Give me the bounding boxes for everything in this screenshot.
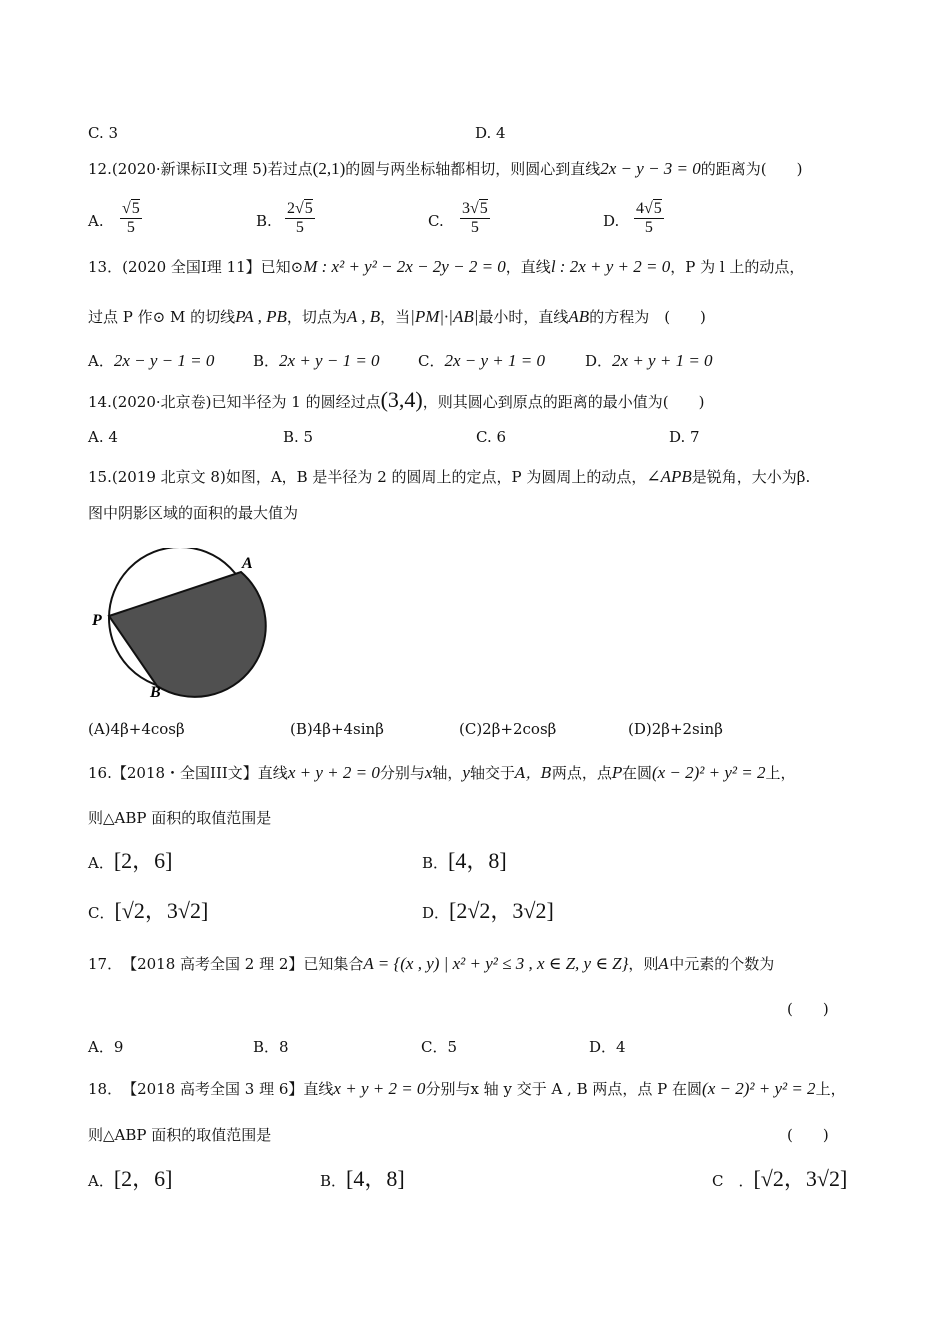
q18-option-b: B．[4，8]: [320, 1166, 405, 1191]
q14-option-c: C. 6: [476, 428, 507, 446]
question-13-option-b: B．2x + y − 1 = 0: [253, 351, 380, 370]
question-18-stem: 18． 【2018 高考全国 3 理 6】直线x + y + 2 = 0分别与x 轴 y 交于 A , B 两点，点 P 在圆(x − 2)² + y² = 2上，: [88, 1079, 846, 1098]
q14-option-a: A. 4: [88, 428, 118, 446]
q16-option-b: B．[4，8]: [422, 848, 507, 873]
option-c-fraction: $\frac{3√5}{5}$: [462, 200, 488, 236]
question-12-stem: 12.(2020·新课标II文理 5)若过点(2,1)的圆与两坐标轴都相切，则圆心到直线2x − y − 3 = 0的距离为( ): [88, 159, 803, 178]
q18-option-c: C ．[√2，3√2]: [712, 1166, 848, 1191]
q16-option-a: A．[2，6]: [88, 848, 173, 873]
question-13-stem: 13．(2020 全国Ⅰ理 11】已知⊙M : x² + y² − 2x − 2y − 2 = 0，直线l : 2x + y + 2 = 0，P 为 l 上的动点，: [88, 257, 805, 276]
choice-d: D. 4: [475, 124, 506, 142]
question-18-line2: 则△ABP 面积的取值范围是: [88, 1126, 272, 1144]
question-13-options: A．2x − y − 1 = 0: [88, 351, 215, 370]
q17-option-d: D．4: [589, 1038, 626, 1056]
question-14-stem: 14.(2020·北京卷)已知半径为 1 的圆经过点(3,4)，则其圆心到原点的距离的最小值为( ): [88, 387, 705, 412]
q17-option-b: B．8: [253, 1038, 289, 1056]
label-p: P: [92, 612, 102, 629]
q17-answer-paren: ( ): [787, 1000, 829, 1018]
q15-option-c: (C)2β+2cosβ: [459, 720, 557, 738]
label-b: B: [150, 684, 161, 701]
label-a: A: [242, 555, 253, 572]
question-13-line2: 过点 P 作⊙ M 的切线PA , PB，切点为A , B，当|PM|·|AB|最小时，直线AB的方程为 ( ): [88, 307, 706, 326]
q15-option-d: (D)2β+2sinβ: [628, 720, 723, 738]
option-a-fraction: $\frac{√5}{5}$: [122, 200, 140, 236]
q17-option-a: A．9: [88, 1038, 124, 1056]
q16-option-c: C．[√2，3√2]: [88, 898, 209, 923]
q18-option-a: A．[2，6]: [88, 1166, 173, 1191]
question-13-option-d: D．2x + y + 1 = 0: [585, 351, 713, 370]
q14-option-d: D. 7: [669, 428, 700, 446]
circle-figure: [80, 548, 270, 706]
question-17-stem: 17． 【2018 高考全国 2 理 2】已知集合A = {(x , y) | x² + y² ≤ 3 , x ∈ Z, y ∈ Z}，则A中元素的个数为: [88, 954, 775, 973]
question-13-option-c: C．2x − y + 1 = 0: [418, 351, 545, 370]
option-b-fraction: $\frac{2√5}{5}$: [287, 200, 313, 236]
question-15-stem: 15.(2019 北京文 8)如图，A，B 是半径为 2 的圆周上的定点，P 为圆周上的动点，∠APB是锐角，大小为β.: [88, 467, 811, 486]
q17-option-c: C．5: [421, 1038, 458, 1056]
option-d-fraction: $\frac{4√5}{5}$: [636, 200, 662, 236]
question-15-line2: 图中阴影区域的面积的最大值为: [88, 504, 299, 522]
q18-answer-paren: ( ): [787, 1126, 829, 1144]
question-16-stem: 16.【2018・全国III文】直线x + y + 2 = 0分别与x轴，y轴交于A，B两点，点P在圆(x − 2)² + y² = 2上，: [88, 763, 796, 782]
q16-option-d: D．[2√2，3√2]: [422, 898, 554, 923]
question-16-line2: 则△ABP 面积的取值范围是: [88, 809, 272, 827]
q14-option-b: B. 5: [283, 428, 314, 446]
q15-option-a: (A)4β+4cosβ: [88, 720, 185, 738]
choice-c: C. 3: [88, 124, 119, 142]
q15-option-b: (B)4β+4sinβ: [290, 720, 384, 738]
